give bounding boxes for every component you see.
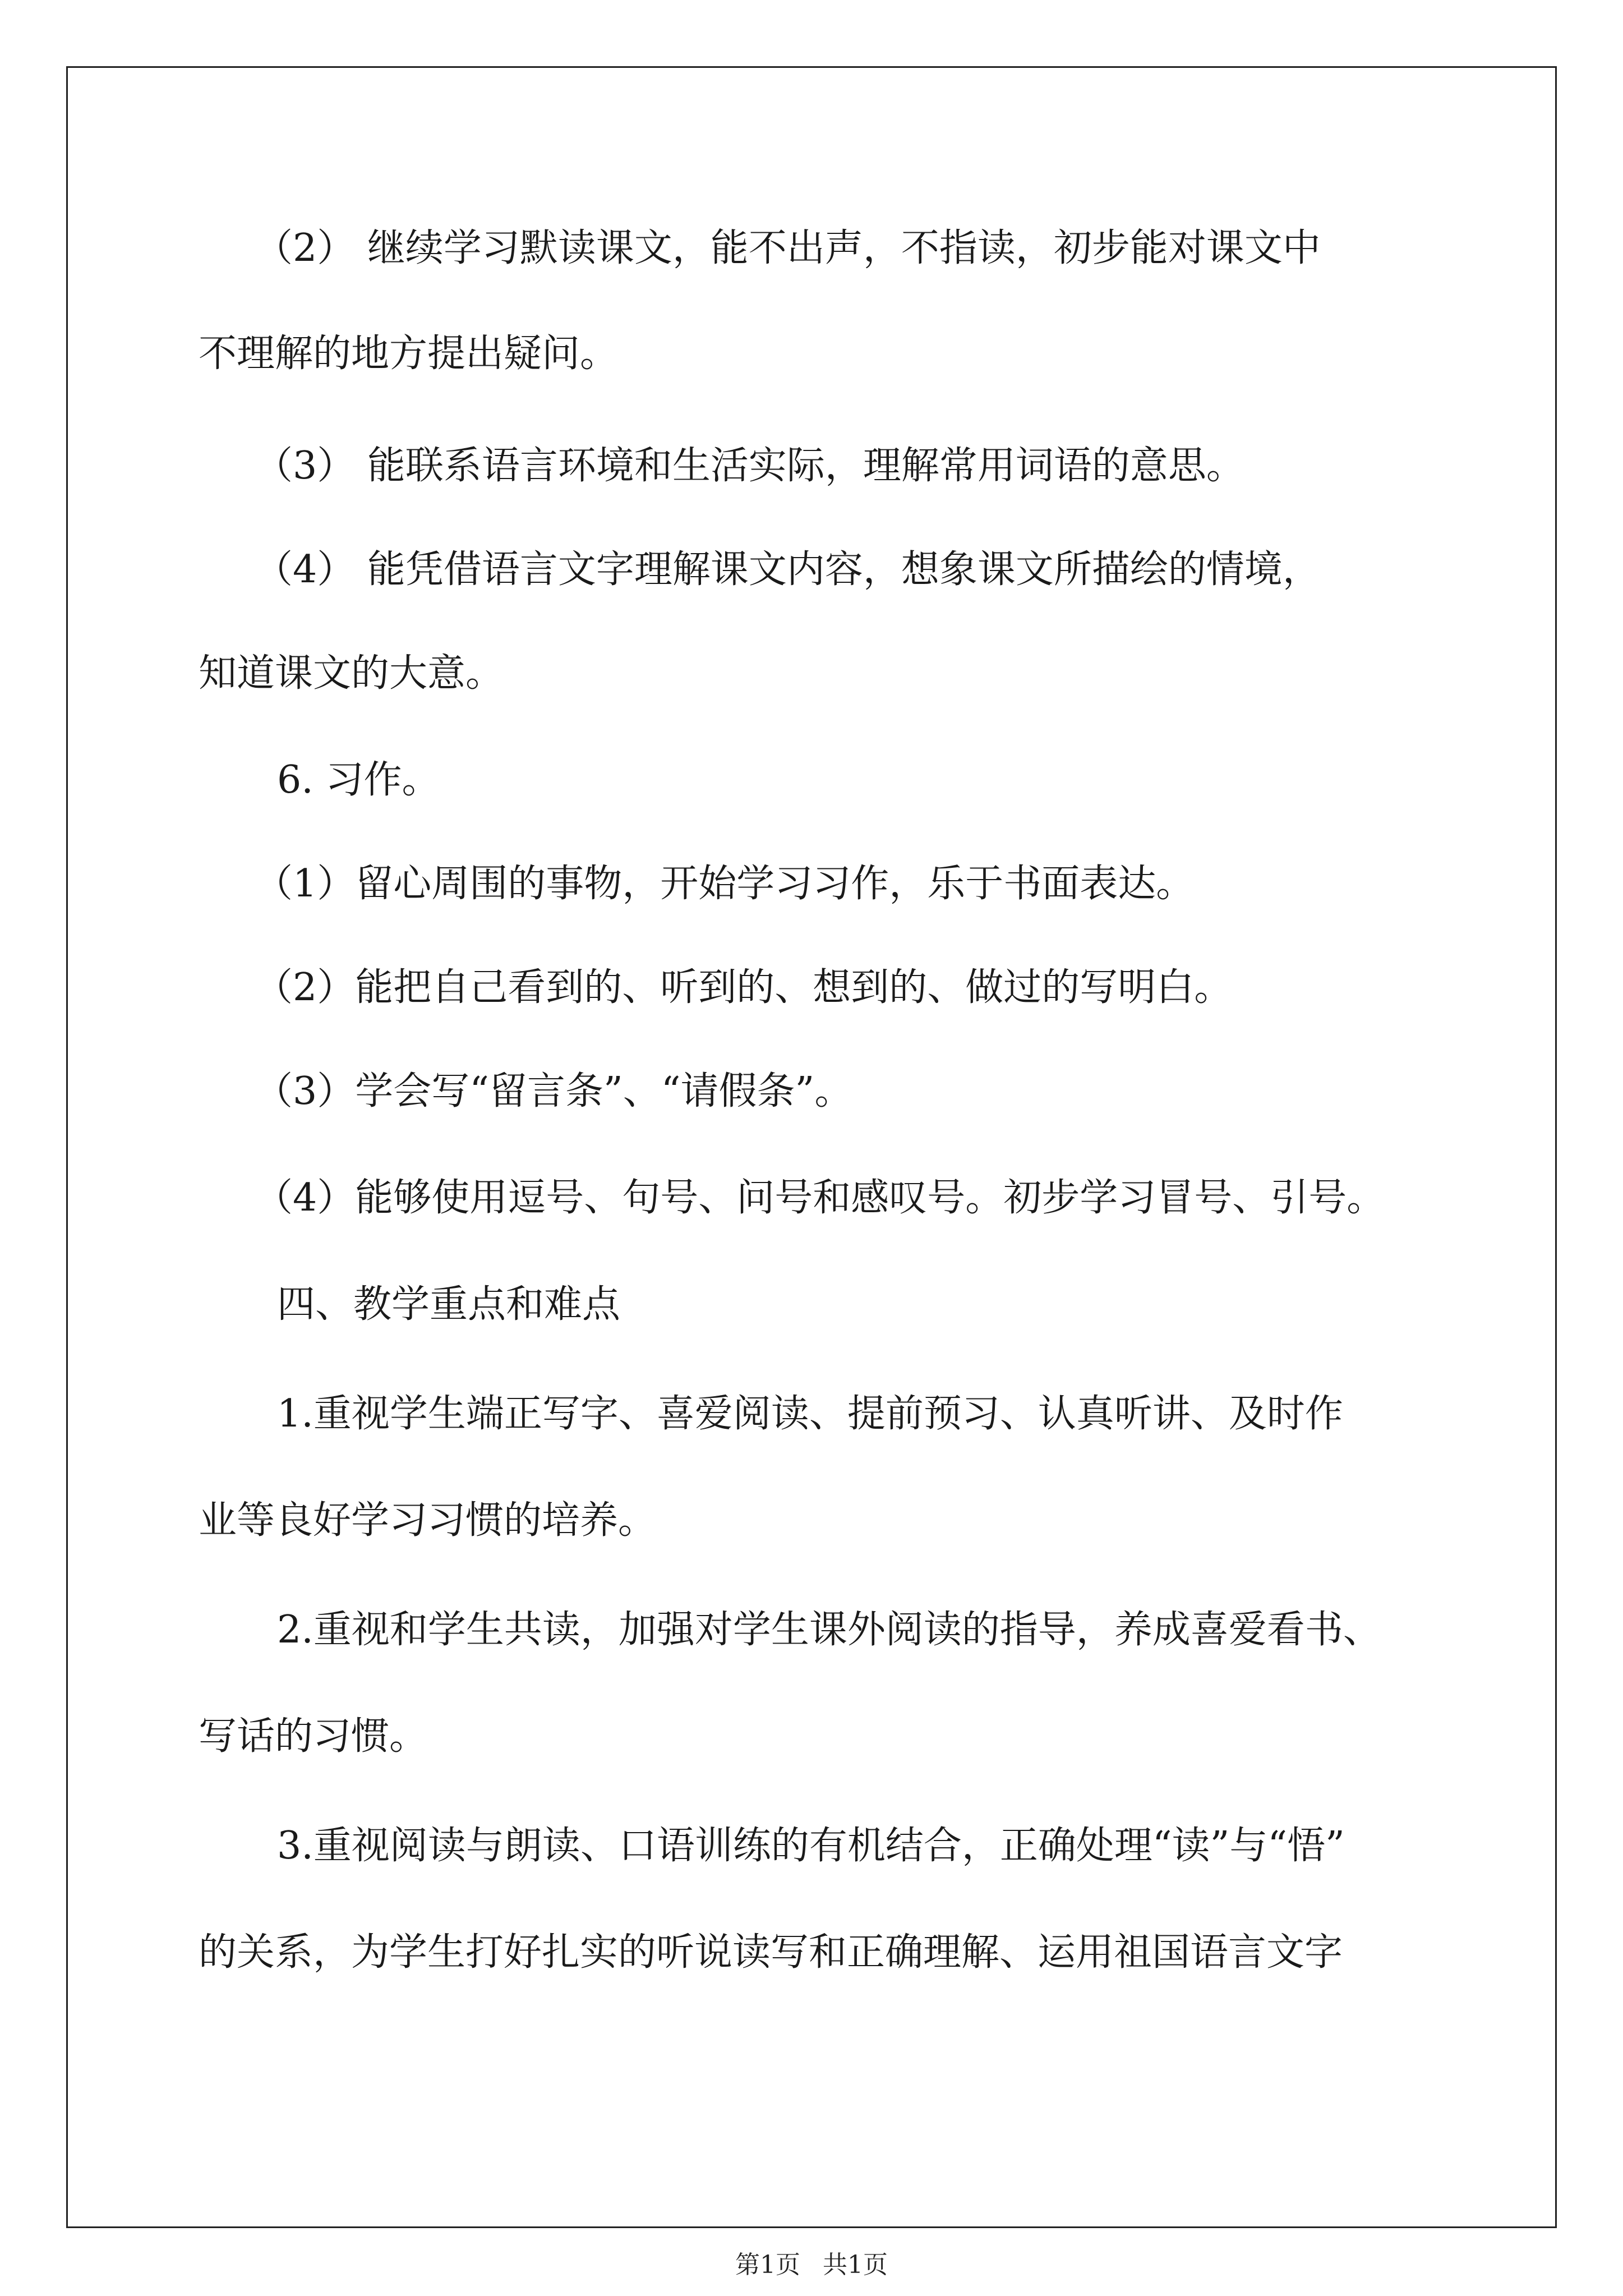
text-line: 1.重视学生端正写字、喜爱阅读、提前预习、认真听讲、及时作 [277,1392,1343,1436]
text-line: 业等良好学习习惯的培养。 [199,1498,657,1543]
text-line: 知道课文的大意。 [199,651,504,696]
text-line: 不理解的地方提出疑问。 [199,332,619,376]
text-line: （2） 继续学习默读课文，能不出声，不指读，初步能对课文中 [255,226,1321,270]
text-line: 写话的习惯。 [199,1714,428,1759]
text-line: （1）留心周围的事物，开始学习习作，乐于书面表达。 [255,862,1195,906]
text-line: 的关系，为学生打好扎实的听说读写和正确理解、运用祖国语言文字 [199,1930,1343,1975]
section-heading: 6. 习作。 [277,758,440,802]
text-line: 2.重视和学生共读，加强对学生课外阅读的指导，养成喜爱看书、 [277,1608,1381,1652]
page-number: 第1页 [735,2251,800,2279]
text-line: 3.重视阅读与朗读、口语训练的有机结合，正确处理“读”与“悟” [277,1824,1345,1868]
text-line: （3）学会写“留言条”、“请假条”。 [255,1069,853,1114]
page-border [66,66,1557,2228]
section-heading: 四、教学重点和难点 [277,1282,621,1327]
page-footer [0,2248,1623,2282]
text-line: （2）能把自己看到的、听到的、想到的、做过的写明白。 [255,965,1233,1010]
text-line: （4）能够使用逗号、句号、问号和感叹号。初步学习冒号、引号。 [255,1176,1385,1220]
text-line: （3） 能联系语言环境和生活实际，理解常用词语的意思。 [255,444,1244,488]
page-total: 共1页 [823,2251,888,2279]
text-line: （4） 能凭借语言文字理解课文内容，想象课文所描绘的情境， [255,547,1321,592]
